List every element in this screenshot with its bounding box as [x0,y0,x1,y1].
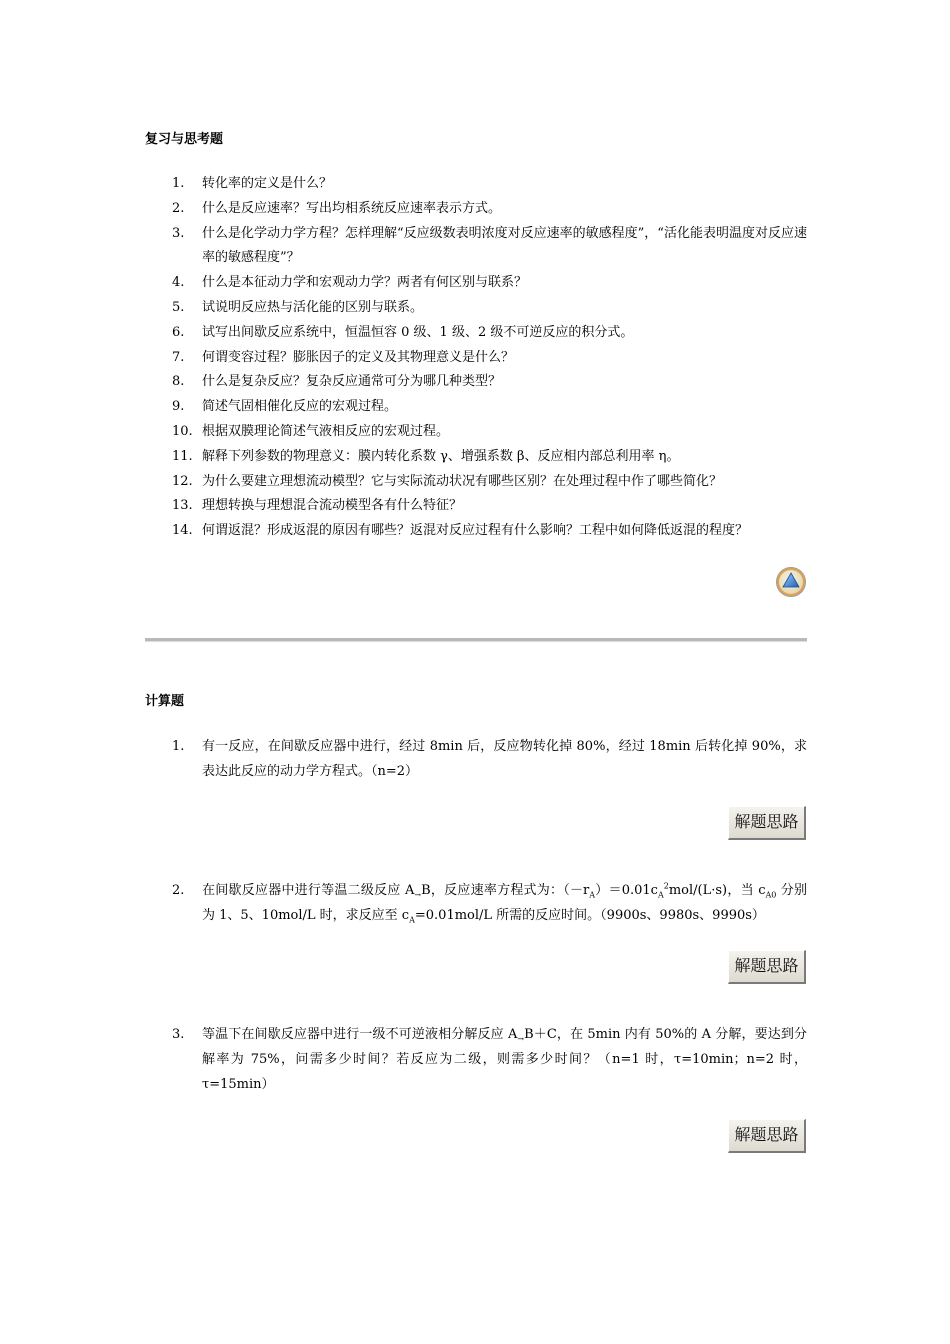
item-number: 4. [172,275,185,291]
item-number: 3. [172,225,185,241]
solution-hint-button-2[interactable]: 解题思路 [728,950,806,984]
review-section-title: 复习与思考题 [145,132,224,147]
problem-3 [145,1023,807,1097]
text-run: ）＝0.01c [595,883,658,898]
section-divider [145,638,807,642]
item-number: 2. [172,200,185,216]
list-item [145,172,807,197]
subscript: A [589,890,596,900]
item-text: 为什么要建立理想流动模型？它与实际流动状况有哪些区别？在处理过程中作了哪些简化？ [202,473,723,489]
item-text: 解释下列参数的物理意义：膜内转化系数 γ、增强系数 β、反应相内部总利用率 η。 [202,448,680,464]
item-number: 10. [172,423,193,439]
solution-hint-button-3[interactable]: 解题思路 [728,1119,806,1153]
list-item [145,346,807,371]
item-text: 何谓变容过程？膨胀因子的定义及其物理意义是什么？ [202,349,515,365]
text-run: =0.01mol/L 所需的反应时间。（9900s、9980s、9990s） [414,907,765,923]
item-number: 7. [172,349,185,365]
item-text: 什么是复杂反应？复杂反应通常可分为哪几种类型？ [202,374,502,390]
item-number: 11. [172,448,193,464]
item-number: 13. [172,498,193,514]
problem-1 [145,735,807,785]
solution-hint-button-1[interactable]: 解题思路 [728,806,806,840]
item-number: 5. [172,299,185,315]
text-run: B＋C，在 5min 内有 50%的 A 分解，要达到分解率为 75%，问需多少时间？若反应为二级，则需多少时间？（n=1 时，τ=10min；n=2 时，τ=15min） [202,1027,807,1092]
list-item [145,420,807,445]
item-number: 12. [172,473,193,489]
list-item [145,470,807,495]
back-to-top-button[interactable] [776,567,806,597]
item-text: 试写出间歇反应系统中，恒温恒容 0 级、1 级、2 级不可逆反应的积分式。 [202,324,634,340]
problem-text: 有一反应，在间歇反应器中进行，经过 8min 后，反应物转化掉 80%，经过 18min 后转化掉 90%，求表达此反应的动力学方程式。（n=2） [202,739,807,779]
item-number: 9. [172,399,185,415]
item-number: 8. [172,374,185,390]
text-run: 在间歇反应器中进行等温二级反应 A [202,883,415,898]
item-number: 6. [172,324,185,340]
text-run: mol/(L·s)，当 c [668,883,766,898]
list-item [145,222,807,272]
item-text: 简述气固相催化反应的宏观过程。 [202,399,398,415]
list-item [145,296,807,321]
item-number: 14. [172,523,193,539]
calc-section-title: 计算题 [145,694,185,709]
subscript: A [409,915,415,925]
item-number: 1. [172,176,185,191]
review-question-list [145,172,807,544]
text-run: B，反应速率方程式为：（－r [421,883,590,898]
list-item [145,519,807,544]
item-text: 根据双膜理论简述气液相反应的宏观过程。 [202,423,450,439]
item-text: 什么是本征动力学和宏观动力学？两者有何区别与联系？ [202,275,528,291]
item-text: 什么是化学动力学方程？怎样理解“反应级数表明浓度对反应速率的敏感程度”，“活化能表明温度对反应速率的敏感程度”？ [202,225,807,266]
item-text: 试说明反应热与活化能的区别与联系。 [202,299,424,315]
list-item [145,197,807,222]
list-item [145,370,807,395]
problem-number: 3. [172,1027,185,1042]
reaction-arrow: → [414,890,422,900]
list-item [145,271,807,296]
item-text: 何谓返混？形成返混的原因有哪些？返混对反应过程有什么影响？工程中如何降低返混的程度？ [202,523,749,539]
item-text: 转化率的定义是什么？ [202,176,333,191]
item-text: 什么是反应速率？写出均相系统反应速率表示方式。 [202,200,502,216]
back-to-top-icon [781,571,801,591]
problem-text [202,879,807,929]
text-run: 分别为 1、5、10mol/L 时，求反应至 c [202,883,807,923]
superscript: 2 [663,881,669,891]
subscript: A0 [765,890,777,900]
problem-number: 1. [172,739,185,754]
list-item [145,494,807,519]
item-text: 理想转换与理想混合流动模型各有什么特征？ [202,498,463,514]
subscript: A [657,890,664,900]
list-item [145,321,807,346]
problem-2 [145,879,807,929]
problem-text [202,1023,807,1097]
list-item [145,395,807,420]
list-item [145,445,807,470]
reaction-arrow: → [517,1034,525,1044]
problem-number: 2. [172,883,185,898]
text-run: 等温下在间歇反应器中进行一级不可逆液相分解反应 A [202,1027,518,1042]
